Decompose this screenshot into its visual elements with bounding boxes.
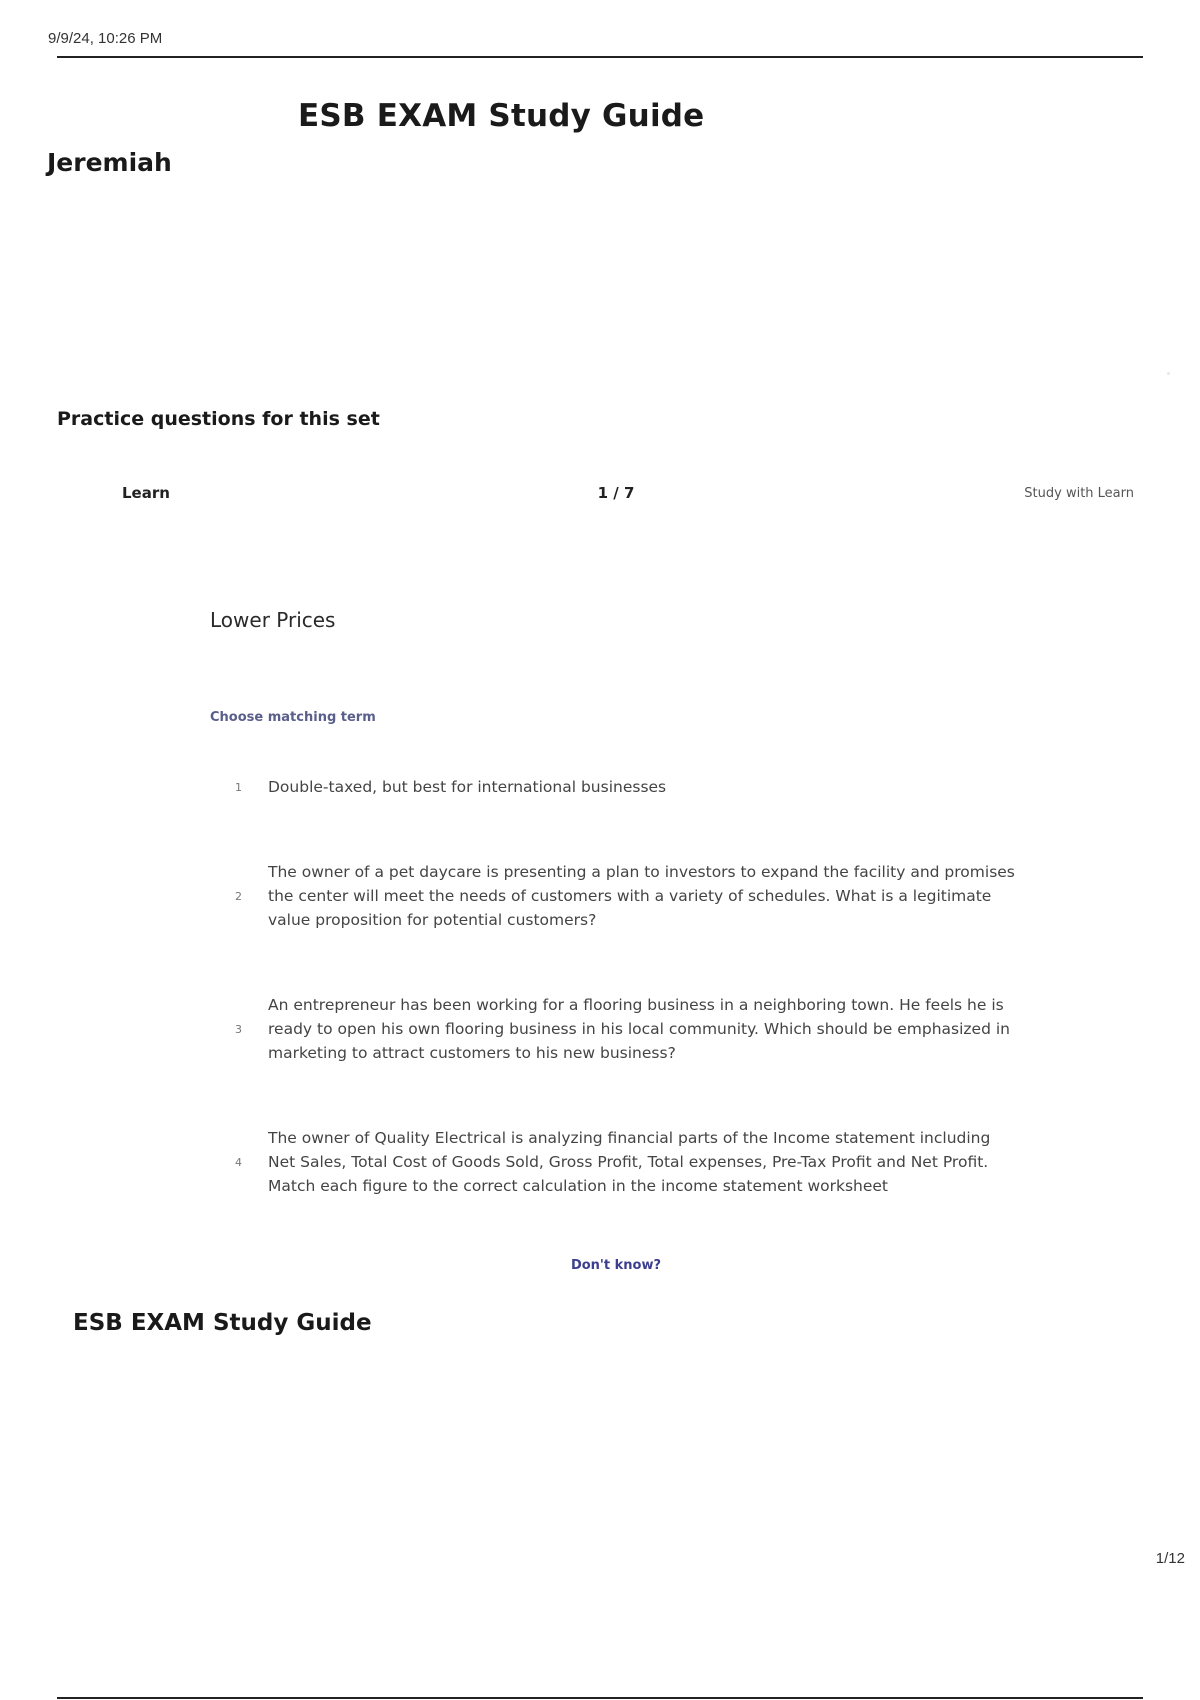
answer-option-number: 1 [235,780,242,794]
footer-divider [57,1697,1143,1699]
answer-option-number: 2 [235,889,242,903]
question-term: Lower Prices [210,608,336,632]
practice-section-heading: Practice questions for this set [57,408,380,430]
answer-option-4[interactable] [220,1126,1020,1198]
answer-option-number: 4 [235,1155,242,1169]
answer-option-1[interactable] [220,775,1020,799]
header-divider [57,56,1143,58]
answer-option-text: The owner of Quality Electrical is analyzing financial parts of the Income statement including Net Sales, Total Cost of Goods Sold, Gross Profit, Total expenses, Pre-Tax Profit and Net Profit. Match each figure to the correct calculation in the income statement worksheet [268,1129,991,1195]
decorative-dot [1167,372,1170,375]
question-progress-counter: 1 / 7 [597,484,635,502]
learn-mode-label[interactable]: Learn [122,484,170,502]
answer-option-2[interactable] [220,860,1020,932]
footer-title: ESB EXAM Study Guide [73,1310,372,1336]
answer-option-3[interactable] [220,993,1020,1065]
study-with-learn-link[interactable]: Study with Learn [1024,486,1134,501]
page-number: 1/12 [1155,1550,1185,1567]
page-title: ESB EXAM Study Guide [298,98,705,134]
answer-option-text: The owner of a pet daycare is presenting a plan to investors to expand the facility and promises the center will meet the needs of customers with a variety of schedules. What is a legitimate value proposition for potential customers? [268,863,1015,929]
answer-option-number: 3 [235,1022,242,1036]
question-instruction: Choose matching term [210,710,376,725]
author-name: Jeremiah [47,148,172,177]
answer-option-text: Double-taxed, but best for international businesses [268,778,667,796]
dont-know-button[interactable]: Don't know? [570,1258,662,1273]
answer-option-text: An entrepreneur has been working for a flooring business in a neighboring town. He feels he is ready to open his own flooring business in his local community. Which should be emphasized in marketing to attract customers to his new business? [268,996,1010,1062]
print-timestamp: 9/9/24, 10:26 PM [48,30,163,47]
